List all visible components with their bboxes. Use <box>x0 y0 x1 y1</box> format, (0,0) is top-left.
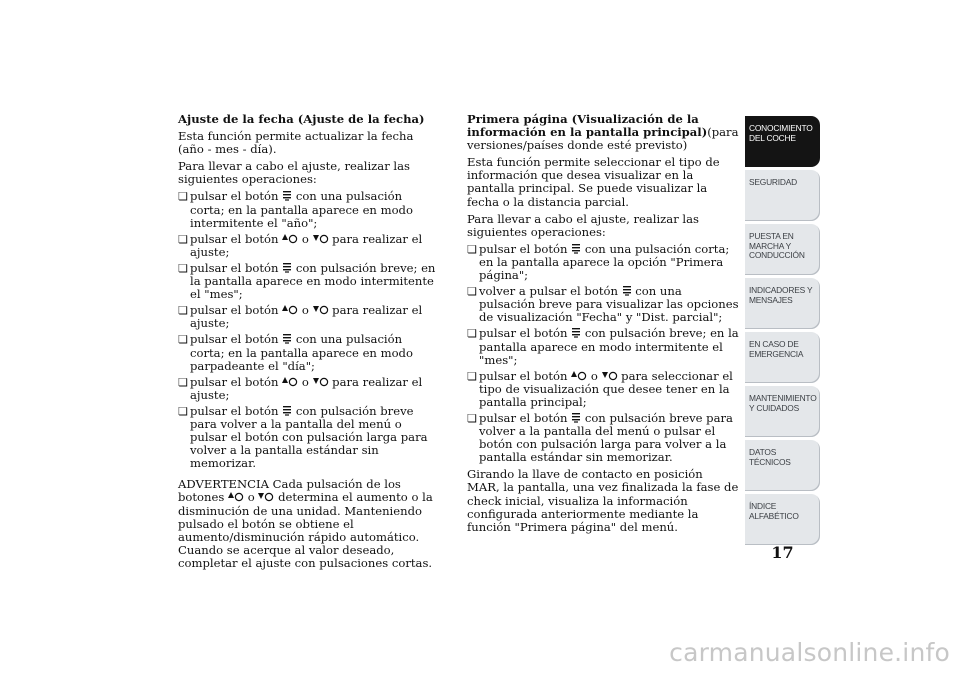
checkbox-bullet-icon: ❏ <box>178 232 188 246</box>
step-post: para realizar el ajuste; <box>190 303 423 331</box>
first-page-steps <box>467 243 739 465</box>
step-conj: o <box>298 231 313 246</box>
down-button-icon <box>313 375 329 389</box>
first-page-heading <box>467 113 739 152</box>
step-post: con una pulsación breve para visualizar las opciones de visualización "Fecha" y "Dist. parcial"; <box>479 284 739 325</box>
menu-button-icon <box>622 284 632 298</box>
down-button-icon <box>313 303 329 317</box>
step-pre: pulsar el botón <box>479 326 572 341</box>
step-pre: pulsar el botón <box>190 260 283 275</box>
left-column <box>178 113 440 570</box>
checkbox-bullet-icon: ❏ <box>178 333 188 347</box>
date-lead: Para llevar a cabo el ajuste, realizar las siguientes operaciones: <box>178 159 411 187</box>
checkbox-bullet-icon: ❏ <box>467 242 477 256</box>
down-button-icon <box>258 490 274 504</box>
menu-button-icon <box>282 261 292 275</box>
step-post: con pulsación breve para volver a la pantalla del menú o pulsar el botón con pulsación larga para volver a la pantalla estándar sin memorizar. <box>190 403 428 471</box>
list-item <box>178 304 440 330</box>
watermark: carmanualsonline.info <box>669 638 950 667</box>
list-item-text <box>479 243 739 282</box>
down-button-icon <box>602 369 618 383</box>
list-item <box>467 285 739 324</box>
checkbox-bullet-icon: ❏ <box>178 261 188 275</box>
tab-conocimiento[interactable]: CONOCIMIENTO DEL COCHE <box>745 116 820 167</box>
step-post: con pulsación breve para volver a la pantalla del menú o pulsar el botón con pulsación larga para volver a la pantalla estándar sin memorizar. <box>479 410 733 465</box>
warning-note-conj: o <box>247 490 255 505</box>
checkbox-bullet-icon: ❏ <box>178 375 188 389</box>
right-column <box>467 113 739 538</box>
list-item <box>178 405 440 470</box>
step-pre: pulsar el botón <box>190 332 283 347</box>
step-conj: o <box>298 303 313 318</box>
tab-seguridad[interactable]: SEGURIDAD <box>745 170 820 221</box>
step-pre: pulsar el botón <box>190 231 283 246</box>
first-page-title-suffix: (para versiones/países donde esté previsto) <box>467 125 739 153</box>
list-item-text <box>190 333 440 372</box>
menu-button-icon <box>571 326 581 340</box>
list-item <box>467 243 739 282</box>
up-button-icon <box>282 303 298 317</box>
step-pre: pulsar el botón <box>479 368 572 383</box>
tab-en[interactable]: EN CASO DE EMERGENCIA <box>745 332 820 383</box>
list-item-text <box>190 376 440 402</box>
tab-puesta[interactable]: PUESTA EN MARCHA Y CONDUCCIÓN <box>745 224 820 275</box>
warning-note <box>178 478 440 570</box>
step-post: para realizar el ajuste; <box>190 231 423 259</box>
step-pre: pulsar el botón <box>479 410 572 425</box>
checkbox-bullet-icon: ❏ <box>178 404 188 418</box>
step-post: con pulsación breve; en la pantalla aparece en modo intermitente el "mes"; <box>190 260 436 302</box>
step-pre: pulsar el botón <box>190 403 283 418</box>
step-post: con una pulsación corta; en la pantalla aparece en modo parpadeante el "día"; <box>190 332 413 373</box>
list-item-text <box>190 233 440 259</box>
checkbox-bullet-icon: ❏ <box>467 411 477 425</box>
warning-note-post: determina el aumento o la disminución de una unidad. Manteniendo pulsado el botón se obtiene el aumento/disminución rápido automático. Cuando se acerque al valor deseado, completar el ajuste con pulsaciones cortas. <box>178 490 433 570</box>
list-item <box>467 370 739 409</box>
list-item <box>467 327 739 366</box>
menu-button-icon <box>282 404 292 418</box>
list-item-text <box>479 412 739 464</box>
step-pre: pulsar el botón <box>190 374 283 389</box>
up-button-icon <box>571 369 587 383</box>
first-page-intro: Esta función permite seleccionar el tipo de información que desea visualizar en la pantalla principal. Se puede visualizar la fecha o la distancia parcial. <box>467 155 720 209</box>
checkbox-bullet-icon: ❏ <box>467 327 477 341</box>
list-item-text <box>190 190 440 229</box>
first-page-title: Primera página (Visualización de la información en la pantalla principal) <box>467 112 708 140</box>
step-conj: o <box>587 368 602 383</box>
checkbox-bullet-icon: ❏ <box>467 369 477 383</box>
checkbox-bullet-icon: ❏ <box>178 190 188 204</box>
tab-datos[interactable]: DATOS TÉCNICOS <box>745 440 820 491</box>
checkbox-bullet-icon: ❏ <box>178 304 188 318</box>
list-item-text <box>190 262 440 301</box>
tab-índice[interactable]: ÍNDICE ALFABÉTICO <box>745 494 820 545</box>
warning-note-pre: ADVERTENCIA Cada pulsación de los botones <box>178 477 401 505</box>
section-tabs <box>745 116 820 548</box>
list-item-text <box>190 304 440 330</box>
list-item <box>178 233 440 259</box>
up-button-icon <box>228 490 244 504</box>
step-pre: pulsar el botón <box>190 189 283 204</box>
up-button-icon <box>282 232 298 246</box>
step-conj: o <box>298 374 313 389</box>
up-button-icon <box>282 375 298 389</box>
step-pre: volver a pulsar el botón <box>479 284 622 299</box>
step-pre: pulsar el botón <box>479 241 572 256</box>
menu-button-icon <box>282 189 292 203</box>
first-page-lead: Para llevar a cabo el ajuste, realizar las siguientes operaciones: <box>467 211 700 239</box>
list-item <box>178 190 440 229</box>
step-post: para seleccionar el tipo de visualización que desee tener en la pantalla principal; <box>479 368 733 409</box>
tab-mantenimiento[interactable]: MANTENIMIENTO Y CUIDADOS <box>745 386 820 437</box>
step-post: con pulsación breve; en la pantalla aparece en modo intermitente el "mes"; <box>479 326 739 367</box>
menu-button-icon <box>571 242 581 256</box>
list-item <box>178 262 440 301</box>
step-post: para realizar el ajuste; <box>190 374 423 402</box>
down-button-icon <box>313 232 329 246</box>
tab-indicadores[interactable]: INDICADORES Y MENSAJES <box>745 278 820 329</box>
list-item <box>178 333 440 372</box>
menu-button-icon <box>282 332 292 346</box>
step-post: con una pulsación corta; en la pantalla aparece en modo intermitente el "año"; <box>190 189 413 230</box>
first-page-outro: Girando la llave de contacto en posición MAR, la pantalla, una vez finalizada la fase de check inicial, visualiza la información configurada anteriormente mediante la función "Primera página" del menú. <box>467 467 739 534</box>
checkbox-bullet-icon: ❏ <box>467 285 477 299</box>
date-intro: Esta función permite actualizar la fecha (año - mes - día). <box>178 129 414 157</box>
list-item-text <box>190 405 440 470</box>
step-post: con una pulsación corta; en la pantalla aparece la opción "Primera página"; <box>479 241 730 283</box>
list-item-text <box>479 285 739 324</box>
list-item <box>467 412 739 464</box>
list-item-text <box>479 327 739 366</box>
page-number: 17 <box>771 543 794 562</box>
menu-button-icon <box>571 411 581 425</box>
list-item-text <box>479 370 739 409</box>
date-section-title: Ajuste de la fecha (Ajuste de la fecha) <box>178 112 425 126</box>
step-pre: pulsar el botón <box>190 303 283 318</box>
list-item <box>178 376 440 402</box>
date-steps <box>178 190 440 470</box>
